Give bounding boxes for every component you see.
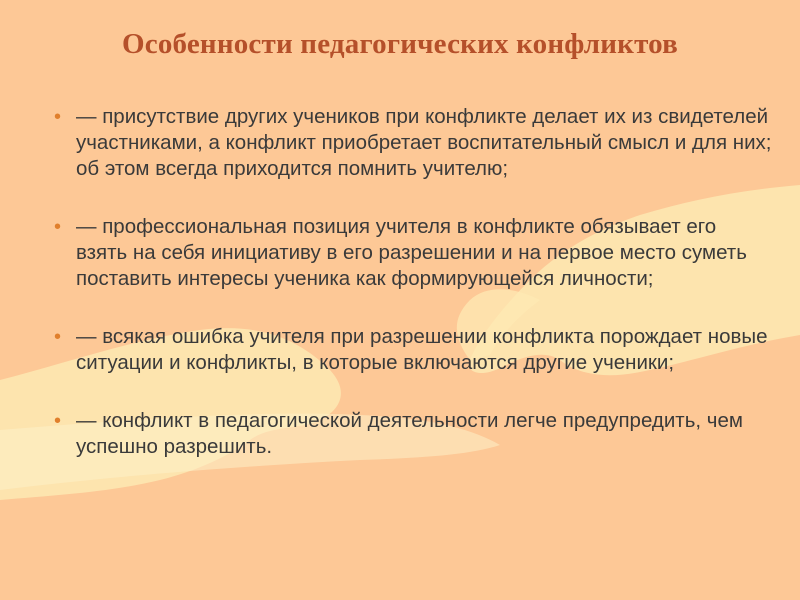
bullet-list xyxy=(52,104,772,492)
bullet-dot-icon: • xyxy=(54,106,62,128)
list-item xyxy=(52,408,772,460)
bullet-dot-icon: • xyxy=(54,410,62,432)
list-item-text: — конфликт в педагогической деятельности легче предупредить, чем успешно разрешить. xyxy=(76,409,743,458)
list-item-text: — присутствие других учеников при конфликте делает их из свидетелей участниками, а конфликт приобретает воспитательный смысл и для них; об этом всегда приходится помнить учителю; xyxy=(76,105,772,180)
list-item xyxy=(52,214,772,292)
list-item xyxy=(52,324,772,376)
slide-title: Особенности педагогических конфликтов xyxy=(122,28,678,60)
list-item-text: — всякая ошибка учителя при разрешении конфликта порождает новые ситуации и конфликты, в которые включаются другие ученики; xyxy=(76,325,768,374)
list-item xyxy=(52,104,772,182)
list-item-text: — профессиональная позиция учителя в конфликте обязывает его взять на себя инициативу в его разрешении и на первое место суметь поставить интересы ученика как формирующейся личности; xyxy=(76,215,747,290)
bullet-dot-icon: • xyxy=(54,326,62,348)
bullet-dot-icon: • xyxy=(54,216,62,238)
